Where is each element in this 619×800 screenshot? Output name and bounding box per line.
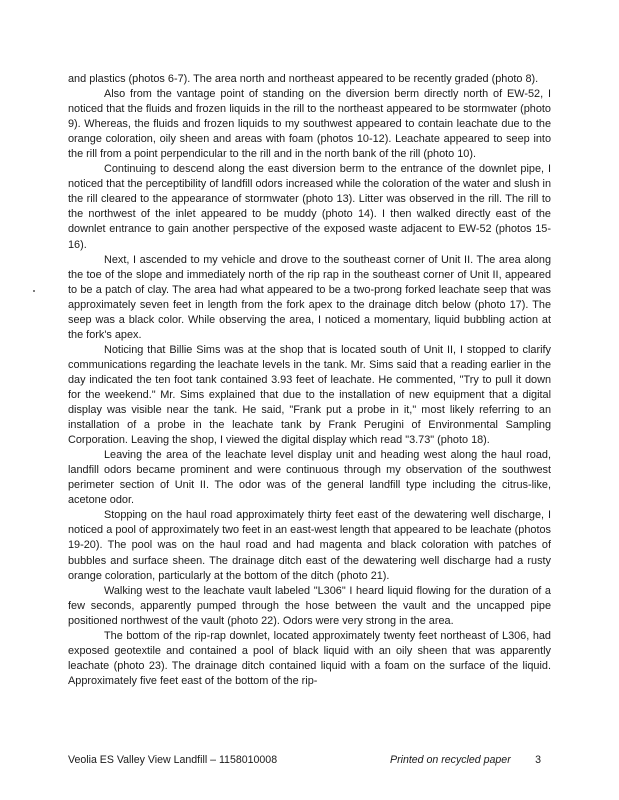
- paragraph-leachate-vault: Walking west to the leachate vault labeled "L306" I heard liquid flowing for the duration of a few seconds, apparently pumped through the hose between the vault and the uncapped pipe positioned northwest of the vault (photo 22). Odors were very strong in the area.: [68, 584, 551, 627]
- page-number: 3: [535, 754, 541, 766]
- paragraph-dewatering-well: Stopping on the haul road approximately thirty feet east of the dewatering well discharge, I noticed a pool of approximately two feet in an east-west length that appeared to be leachate (photos 19-20). The pool was on the haul road and had magenta and black coloration with patches of bubbles and surface sheen. The drainage ditch east of the dewatering well discharge had a rusty orange coloration, particularly at the bottom of the ditch (photo 21).: [68, 509, 551, 582]
- footer-facility-name: Veolia ES Valley View Landfill – 1158010008: [68, 754, 278, 766]
- paragraph-downlet-pipe: Continuing to descend along the east diversion berm to the entrance of the downlet pipe, I noticed that the perceptibility of landfill odors increased while the coloration of the water and slush in the rill cleared to the appearance of stormwater (photo 13). Litter was observed in the rill. The rill to the northwest of the inlet appeared to be muddy (photo 14). I then walked directly east of the downlet entrance to gain another perspective of the exposed waste adjacent to EW-52 (photos 15-16).: [68, 163, 551, 251]
- paragraph-continued: and plastics (photos 6-7). The area north and northeast appeared to be recently graded (photo 8).: [68, 73, 539, 85]
- paragraph-leachate-tank: Noticing that Billie Sims was at the shop that is located south of Unit II, I stopped to clarify communications regarding the leachate levels in the tank. Mr. Sims said that a reading earlier in the day indicated the ten foot tank contained 3.93 feet of leachate. He commented, "Try to pull it down for the weekend." Mr. Sims explained that due to the installation of new equipment that a digital display was visible near the tank. He said, "Frank put a probe in it," most likely referring to an installation of a probe in the leachate tank by Frank Perugini of Environmental Sampling Corporation. Leaving the shop, I viewed the digital display which read "3.73" (photo 18).: [68, 343, 551, 447]
- page-footer: [68, 752, 551, 768]
- margin-mark: [33, 290, 35, 292]
- paragraph-southeast-corner: Next, I ascended to my vehicle and drove to the southeast corner of Unit II. The area along the toe of the slope and immediately north of the rip rap in the southeast corner of Unit II, appeared to be a patch of clay. The area had what appeared to be a two-prong forked leachate seep that was approximately seven feet in length from the fork apex to the drainage ditch below (photo 17). The seep was a black color. While observing the area, I noticed a momentary, liquid bubbling action at the fork's apex.: [68, 253, 551, 341]
- footer-recycled-note: Printed on recycled paper: [390, 754, 511, 766]
- paragraph-haul-road-odors: Leaving the area of the leachate level display unit and heading west along the haul road, landfill odors became prominent and were continuous through my observation of the southwest perimeter section of Unit II. The odor was of the general landfill type including the citrus-like, acetone odor.: [68, 449, 551, 507]
- paragraph-diversion-berm: Also from the vantage point of standing on the diversion berm directly north of EW-52, I noticed that the fluids and frozen liquids in the rill to the northeast appeared to be stormwater (photo 9). Whereas, the fluids and frozen liquids to my southwest appeared to contain leachate due to the orange coloration, oily sheen and areas with foam (photos 10-12). Leachate appeared to seep into the rill from a point perpendicular to the rill and in the north bank of the rill (photo 10).: [68, 88, 551, 161]
- paragraph-rip-rap-downlet: The bottom of the rip-rap downlet, located approximately twenty feet northeast of L306, had exposed geotextile and contained a pool of black liquid with an oily sheen that was apparently leachate (photo 23). The drainage ditch contained liquid with a foam on the surface of the liquid. Approximately five feet east of the bottom of the rip-: [68, 629, 551, 687]
- report-body: [68, 72, 551, 689]
